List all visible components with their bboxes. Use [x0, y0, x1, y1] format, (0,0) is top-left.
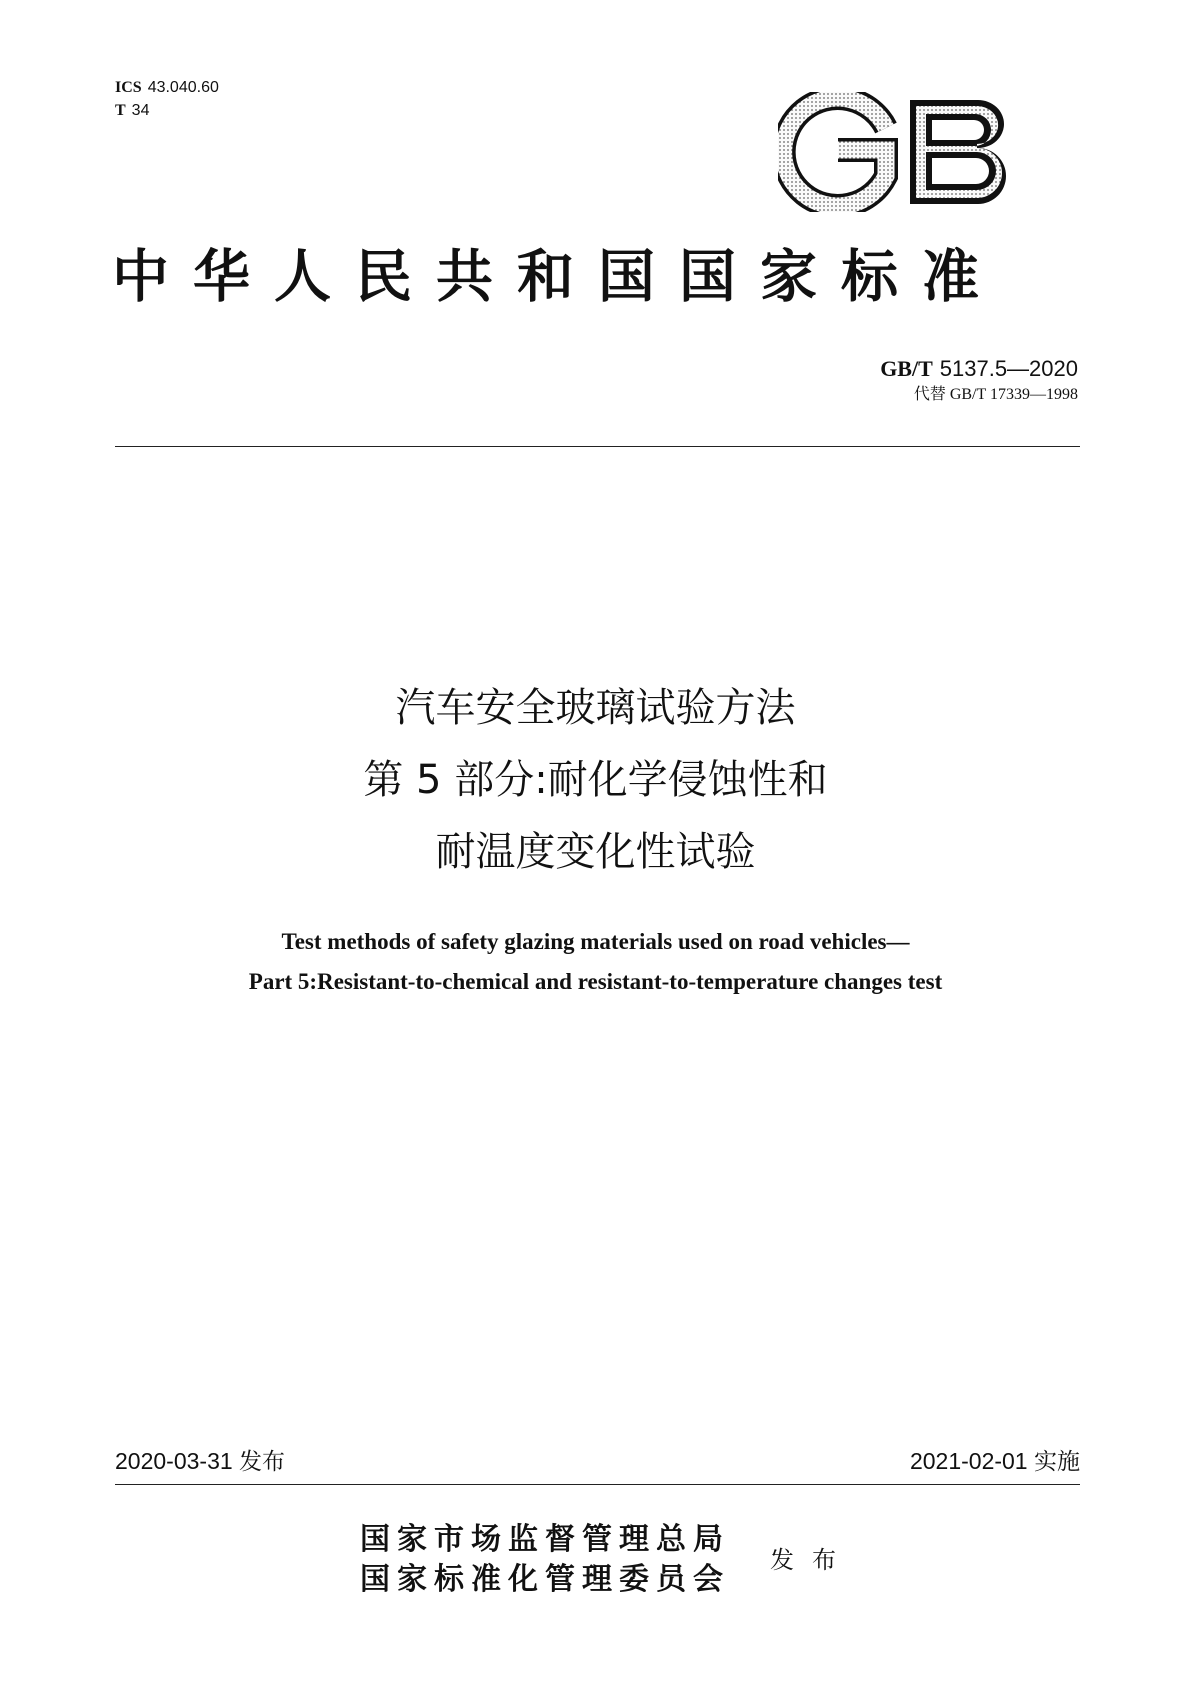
standard-code: 5137.5—2020 [939, 356, 1078, 381]
standard-number-block [880, 355, 1078, 406]
ics-line [115, 76, 219, 99]
ics-label: ICS [115, 79, 142, 96]
standard-prefix: GB/T [880, 356, 933, 381]
ics-value: 43.040.60 [147, 79, 219, 96]
classification-codes [115, 76, 219, 122]
english-title-line: Part 5:Resistant-to-chemical and resistant-to-temperature changes test [248, 969, 943, 994]
standard-number [880, 355, 1078, 384]
ccs-label: T [115, 102, 126, 119]
publish-label: 发布 [770, 1546, 854, 1574]
issue-date: 2020-03-31 发布 [115, 1448, 286, 1474]
footer-divider [115, 1484, 1080, 1485]
chinese-title-line: 耐温度变化性试验 [435, 829, 756, 875]
national-standard-title: 中华人民共和国国家标准 [112, 244, 1003, 310]
chinese-title-line: 汽车安全玻璃试验方法 [395, 685, 796, 731]
header-divider [115, 446, 1080, 447]
chinese-title [0, 672, 1191, 888]
issuing-authorities [360, 1520, 730, 1600]
gb-logo [778, 92, 1018, 212]
chinese-title-line: 第 5 部分:耐化学侵蚀性和 [363, 757, 828, 803]
ccs-value: 34 [131, 102, 150, 119]
implementation-date: 2021-02-01 实施 [909, 1448, 1080, 1474]
issuer-samr: 国家市场监督管理总局 [360, 1522, 730, 1557]
english-title-line: Test methods of safety glazing materials used on road vehicles— [281, 929, 910, 954]
issuer-sac: 国家标准化管理委员会 [360, 1562, 730, 1597]
ccs-line [115, 99, 219, 122]
english-title [0, 922, 1191, 1002]
replaces-standard: 代替 GB/T 17339—1998 [913, 386, 1078, 403]
